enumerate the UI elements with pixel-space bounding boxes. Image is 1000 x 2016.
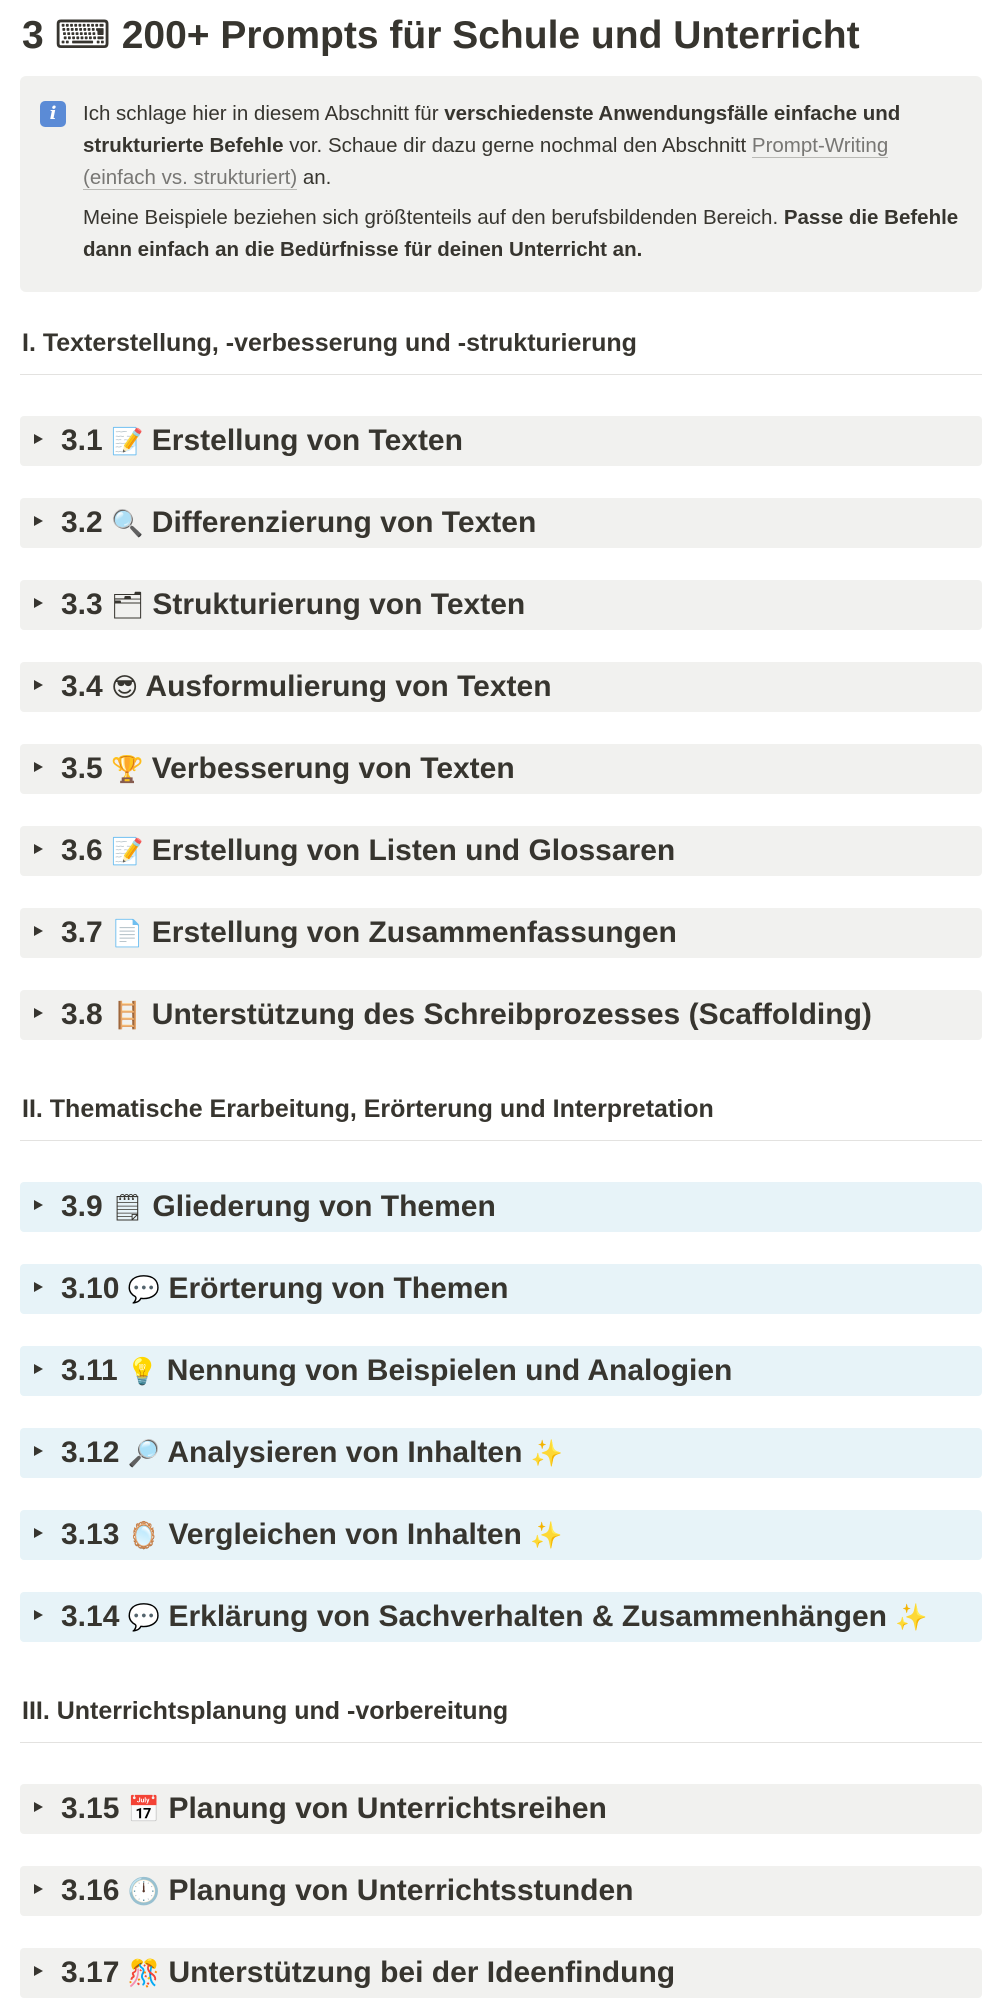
- callout-text: an.: [297, 166, 332, 189]
- toggle-3-14[interactable]: [20, 1592, 982, 1642]
- toggle-label: 3.4 😎 Ausformulierung von Texten: [61, 670, 552, 703]
- keyboard-icon: ⌨: [54, 14, 111, 57]
- toggle-arrow-icon[interactable]: [28, 758, 48, 778]
- divider: [20, 1742, 982, 1743]
- toggle-arrow-icon[interactable]: [28, 1962, 48, 1982]
- section-heading-2: II. Thematische Erarbeitung, Erörterung und Interpretation: [22, 1095, 714, 1123]
- toggle-label: 3.14 💬 Erklärung von Sachverhalten & Zusammenhängen ✨: [61, 1600, 928, 1633]
- clock-icon: 🕛: [127, 1877, 161, 1907]
- confetti-icon: 🎊: [127, 1959, 161, 1989]
- memo-icon: 📝: [111, 427, 144, 457]
- toggle-label: 3.13 🪞 Vergleichen von Inhalten ✨: [61, 1518, 563, 1551]
- toggle-3-4[interactable]: [20, 662, 982, 712]
- toggle-label: 3.9 🗒 Gliederung von Themen: [61, 1190, 496, 1223]
- toggle-3-13[interactable]: [20, 1510, 982, 1560]
- toggle-label: 3.17 🎊 Unterstützung bei der Ideenfindung: [61, 1956, 676, 1989]
- toggle-3-17[interactable]: [20, 1948, 982, 1998]
- toggle-arrow-icon[interactable]: [28, 1360, 48, 1380]
- toggle-label: 3.7 📄 Erstellung von Zusammenfassungen: [61, 916, 677, 949]
- divider: [20, 374, 982, 375]
- sparkles-icon: ✨: [530, 1439, 564, 1469]
- toggle-label: 3.5 🏆 Verbesserung von Texten: [61, 752, 515, 785]
- toggle-3-2[interactable]: [20, 498, 982, 548]
- toggle-label: 3.1 📝 Erstellung von Texten: [61, 424, 463, 457]
- toggle-arrow-icon[interactable]: [28, 676, 48, 696]
- title-text: 200+ Prompts für Schule und Unterricht: [121, 14, 860, 57]
- toggle-3-3[interactable]: [20, 580, 982, 630]
- toggle-3-8[interactable]: [20, 990, 982, 1040]
- trophy-icon: 🏆: [111, 755, 144, 785]
- speech-bubble-icon: 💬: [127, 1275, 161, 1305]
- toggle-arrow-icon[interactable]: [28, 512, 48, 532]
- toggle-arrow-icon[interactable]: [28, 1004, 48, 1024]
- mirror-icon: 🪞: [127, 1521, 161, 1551]
- toggle-arrow-icon[interactable]: [28, 594, 48, 614]
- sparkles-icon: ✨: [895, 1603, 928, 1633]
- notepad-icon: 🗒: [111, 1193, 145, 1223]
- magnifier-right-icon: 🔎: [127, 1439, 161, 1469]
- toggle-label: 3.15 📅 Planung von Unterrichtsreihen: [61, 1792, 607, 1825]
- toggle-3-6[interactable]: [20, 826, 982, 876]
- toggle-3-12[interactable]: [20, 1428, 982, 1478]
- memo-icon: 📝: [111, 837, 144, 867]
- toggle-arrow-icon[interactable]: [28, 1442, 48, 1462]
- toggle-3-5[interactable]: [20, 744, 982, 794]
- toggle-arrow-icon[interactable]: [28, 1798, 48, 1818]
- toggle-arrow-icon[interactable]: [28, 1880, 48, 1900]
- toggle-3-11[interactable]: [20, 1346, 982, 1396]
- prompt-writing-link[interactable]: Prompt-Writing (einfach vs. strukturiert): [83, 134, 889, 189]
- toggle-arrow-icon[interactable]: [28, 1196, 48, 1216]
- title-number: 3: [22, 14, 44, 57]
- toggle-3-1[interactable]: [20, 416, 982, 466]
- toggle-arrow-icon[interactable]: [28, 430, 48, 450]
- toggle-label: 3.10 💬 Erörterung von Themen: [61, 1272, 509, 1305]
- toggle-3-16[interactable]: [20, 1866, 982, 1916]
- toggle-3-9[interactable]: [20, 1182, 982, 1232]
- callout-bold-text: Passe die Befehle dann einfach an die Bedürfnisse für deinen Unterricht an.: [83, 206, 959, 261]
- toggle-label: 3.2 🔍 Differenzierung von Texten: [61, 506, 537, 539]
- toggle-label: 3.12 🔎 Analysieren von Inhalten ✨: [61, 1436, 564, 1469]
- toggle-arrow-icon[interactable]: [28, 840, 48, 860]
- toggle-arrow-icon[interactable]: [28, 1524, 48, 1544]
- callout-text: vor. Schaue dir dazu gerne nochmal den Abschnitt: [283, 134, 752, 157]
- page-icon: 📄: [111, 919, 144, 949]
- sunglasses-icon: 😎: [111, 673, 139, 703]
- sparkles-icon: ✨: [530, 1521, 563, 1551]
- toggle-label: 3.8 🪜 Unterstützung des Schreibprozesses (Scaffolding): [61, 998, 872, 1031]
- ladder-icon: 🪜: [111, 1001, 144, 1031]
- callout-paragraph-1: [83, 98, 963, 194]
- toggle-label: 3.16 🕛 Planung von Unterrichtsstunden: [61, 1874, 634, 1907]
- callout-text: Ich schlage hier in diesem Abschnitt für: [83, 102, 445, 125]
- toggle-label: 3.6 📝 Erstellung von Listen und Glossaren: [61, 834, 676, 867]
- info-icon: i: [40, 101, 66, 127]
- toggle-label: 3.3 🗂 Strukturierung von Texten: [61, 588, 526, 621]
- section-heading-1: I. Texterstellung, -verbesserung und -strukturierung: [22, 329, 637, 357]
- page-title: [22, 8, 860, 64]
- divider: [20, 1140, 982, 1141]
- toggle-arrow-icon[interactable]: [28, 1606, 48, 1626]
- toggle-3-15[interactable]: [20, 1784, 982, 1834]
- section-heading-3: III. Unterrichtsplanung und -vorbereitung: [22, 1697, 509, 1725]
- card-index-icon: 🗂: [111, 591, 145, 621]
- callout-paragraph-2: [83, 202, 963, 266]
- calendar-icon: 📅: [127, 1795, 161, 1825]
- callout-bold-text: verschiedenste Anwendungsfälle einfache und strukturierte Befehle: [83, 102, 901, 157]
- toggle-label: 3.11 💡 Nennung von Beispielen und Analogien: [61, 1354, 733, 1387]
- toggle-3-10[interactable]: [20, 1264, 982, 1314]
- toggle-arrow-icon[interactable]: [28, 922, 48, 942]
- magnifier-icon: 🔍: [111, 509, 144, 539]
- callout-text: Meine Beispiele beziehen sich größtenteils auf den berufsbildenden Bereich.: [83, 206, 784, 229]
- speech-bubble-icon: 💬: [127, 1603, 161, 1633]
- toggle-arrow-icon[interactable]: [28, 1278, 48, 1298]
- toggle-3-7[interactable]: [20, 908, 982, 958]
- light-bulb-icon: 💡: [126, 1357, 159, 1387]
- info-callout: [20, 76, 982, 292]
